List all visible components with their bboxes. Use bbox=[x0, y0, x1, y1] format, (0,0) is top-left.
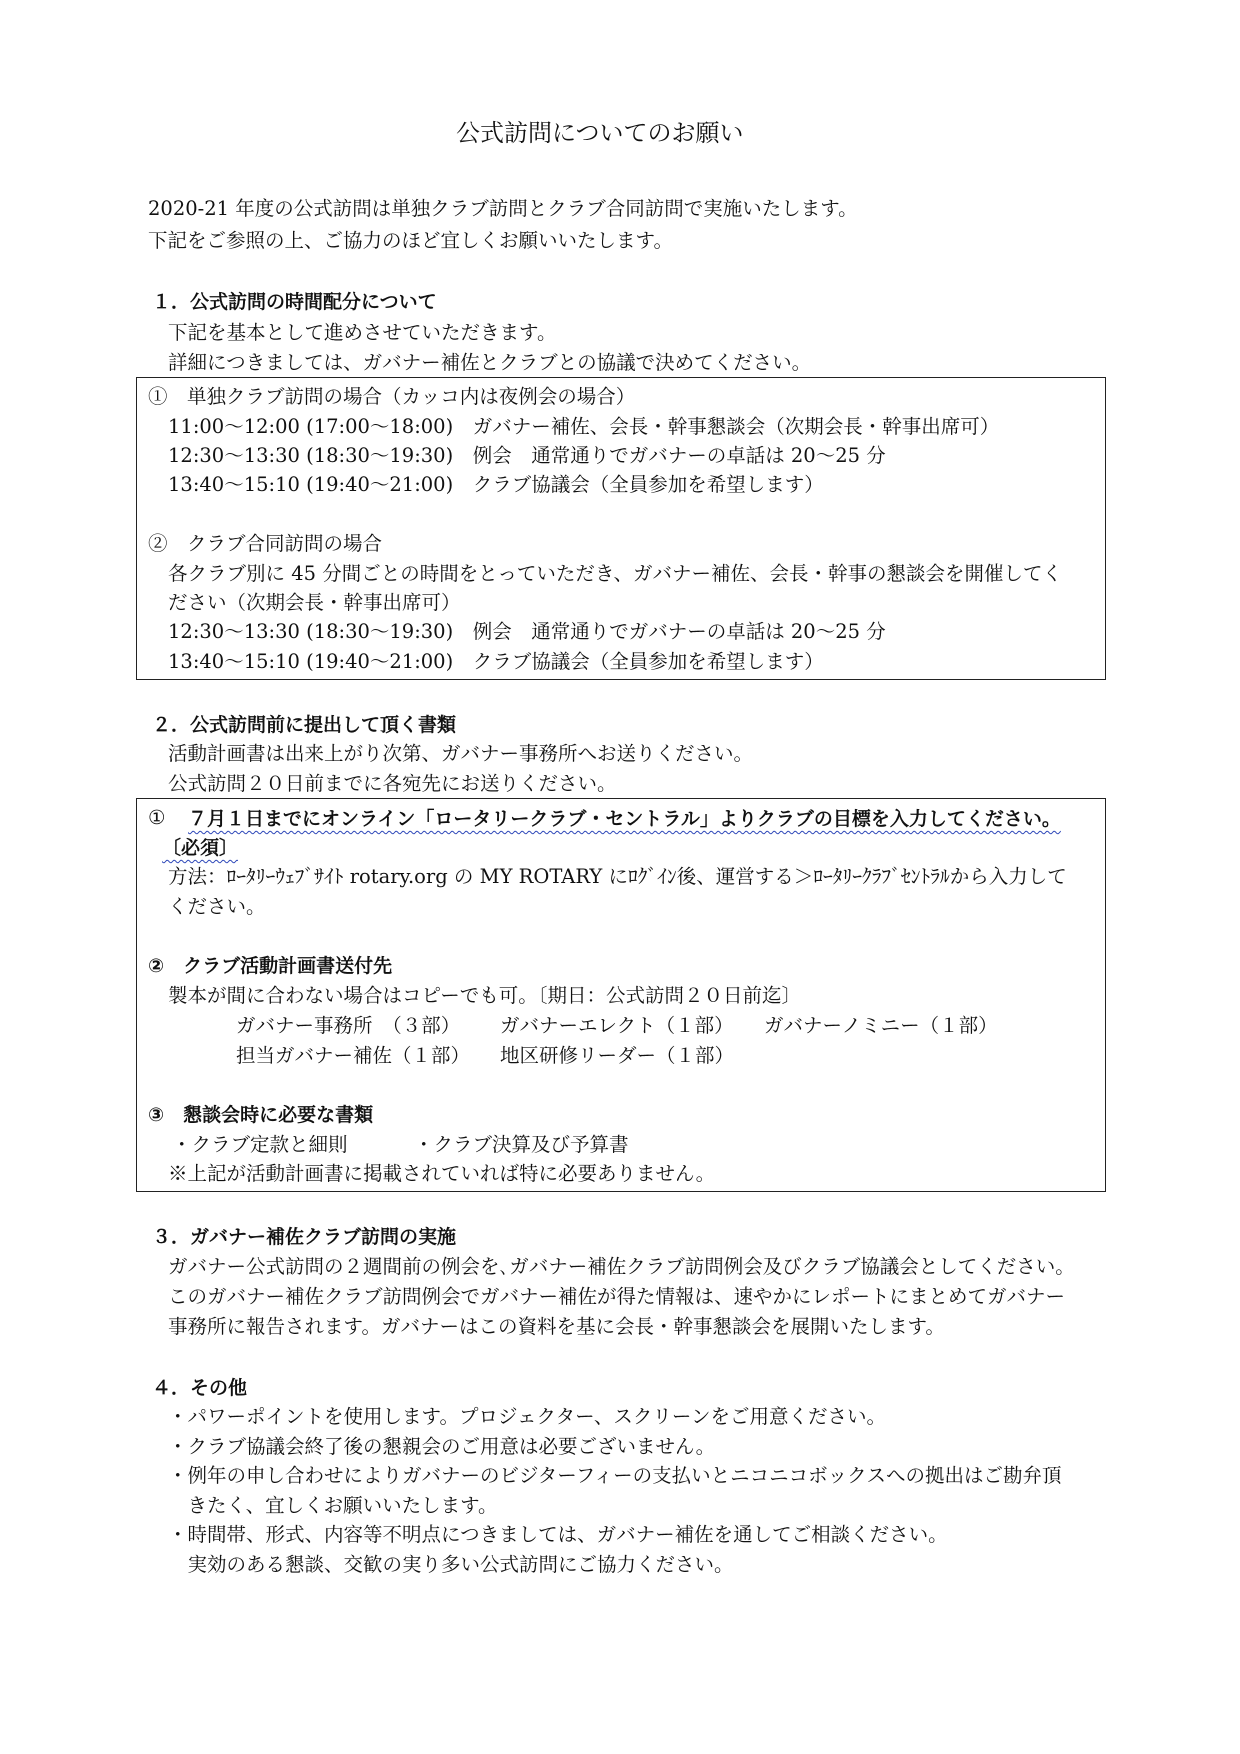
destination-governor-elect: ガバナーエレクト（１部） bbox=[500, 1014, 734, 1037]
section4-line-1: ・パワーポイントを使用します。プロジェクター、スクリーンをご用意ください。 bbox=[168, 1405, 886, 1428]
item2-note: 製本が間に合わない場合はコピーでも可。〔期日：公式訪問２０日前迄〕 bbox=[168, 984, 801, 1007]
single-visit-row-3: 13:40～15:10 (19:40～21:00) クラブ協議会（全員参加を希望します） bbox=[168, 473, 824, 496]
section1-line-1: 下記を基本として進めさせていただきます。 bbox=[168, 321, 557, 344]
intro-line-2: 下記をご参照の上、ご協力のほど宜しくお願いいたします。 bbox=[148, 229, 673, 252]
section4-line-4: きたく、宜しくお願いいたします。 bbox=[168, 1494, 498, 1517]
section3-line-2: このガバナー補佐クラブ訪問例会でガバナー補佐が得た情報は、速やかにレポートにまとめてガバナー bbox=[168, 1285, 1066, 1308]
item1-text: ７月１日までにオンライン「ロータリークラブ・セントラル」よりクラブの目標を入力してください。 bbox=[188, 808, 1061, 830]
item2-heading: ② クラブ活動計画書送付先 bbox=[148, 955, 393, 977]
destination-governor-office: ガバナー事務所 （３部） bbox=[236, 1014, 461, 1037]
section3-heading: ３．ガバナー補佐クラブ訪問の実施 bbox=[152, 1226, 457, 1248]
section4-heading: ４．その他 bbox=[152, 1377, 248, 1399]
section4-line-6: 実効のある懇談、交歓の実り多い公式訪問にご協力ください。 bbox=[168, 1553, 734, 1576]
section1-heading: １．公式訪問の時間配分について bbox=[152, 291, 437, 313]
section2-line-1: 活動計画書は出来上がり次第、ガバナー事務所へお送りください。 bbox=[168, 742, 754, 765]
section4-line-3: ・例年の申し合わせによりガバナーのビジターフィーの支払いとニコニコボックスへの拠出はご勘弁頂 bbox=[168, 1464, 1062, 1487]
joint-visit-heading: ② クラブ合同訪問の場合 bbox=[148, 532, 383, 555]
item1-number: ① bbox=[148, 806, 166, 829]
item3-doc-bylaws: ・クラブ定款と細則 bbox=[172, 1133, 348, 1156]
section4-line-5: ・時間帯、形式、内容等不明点につきましては、ガバナー補佐を通してご相談ください。 bbox=[168, 1523, 948, 1546]
intro-line-1: 2020-21 年度の公式訪問は単独クラブ訪問とクラブ合同訪問で実施いたします。 bbox=[148, 197, 858, 220]
single-visit-row-1: 11:00～12:00 (17:00～18:00) ガバナー補佐、会長・幹事懇談会（次期会長・幹事出席可） bbox=[168, 415, 1000, 438]
section1-line-2: 詳細につきましては、ガバナー補佐とクラブとの協議で決めてください。 bbox=[168, 351, 812, 374]
section2-line-2: 公式訪問２０日前までに各宛先にお送りください。 bbox=[168, 772, 617, 795]
destination-training-leader: 地区研修リーダー（１部） bbox=[500, 1044, 735, 1067]
destination-assistant-governor: 担当ガバナー補佐（１部） bbox=[236, 1044, 471, 1067]
section4-line-2: ・クラブ協議会終了後の懇親会のご用意は必要ございません。 bbox=[168, 1435, 716, 1458]
destination-governor-nominee: ガバナーノミニー（１部） bbox=[764, 1014, 998, 1037]
item3-heading: ③ 懇談会時に必要な書類 bbox=[148, 1104, 374, 1126]
item3-note: ※上記が活動計画書に掲載されていれば特に必要ありません。 bbox=[168, 1162, 716, 1185]
joint-visit-desc-2: ださい（次期会長・幹事出席可） bbox=[168, 591, 461, 614]
joint-visit-desc-1: 各クラブ別に 45 分間ごとの時間をとっていただき、ガバナー補佐、会長・幹事の懇談会を開催してく bbox=[168, 562, 1063, 585]
item1-required: 〔必須〕 bbox=[162, 837, 239, 859]
joint-visit-row-2: 13:40～15:10 (19:40～21:00) クラブ協議会（全員参加を希望します） bbox=[168, 650, 824, 673]
single-visit-row-2: 12:30～13:30 (18:30～19:30) 例会 通常通りでガバナーの卓話は 20～25 分 bbox=[168, 444, 886, 467]
item1-method-2: ください。 bbox=[168, 895, 266, 918]
section3-line-3: 事務所に報告されます。ガバナーはこの資料を基に会長・幹事懇談会を展開いたします。 bbox=[168, 1315, 945, 1338]
section3-line-1: ガバナー公式訪問の２週間前の例会を､ガバナー補佐クラブ訪問例会及びクラブ協議会としてください。 bbox=[168, 1255, 1075, 1278]
page-title: 公式訪問についてのお願い bbox=[456, 119, 744, 147]
item3-doc-budget: ・クラブ決算及び予算書 bbox=[414, 1133, 629, 1156]
section2-heading: ２．公式訪問前に提出して頂く書類 bbox=[152, 714, 457, 736]
item1-method-1: 方法：ﾛｰﾀﾘｰｳｪﾌﾞｻｲﾄ rotary.org の MY ROTARY にﾛｸﾞｲﾝ後、運営する＞ﾛｰﾀﾘｰｸﾗﾌﾞｾﾝﾄﾗﾙから入力して bbox=[168, 865, 1067, 888]
joint-visit-row-1: 12:30～13:30 (18:30～19:30) 例会 通常通りでガバナーの卓話は 20～25 分 bbox=[168, 620, 886, 643]
single-visit-heading: ① 単独クラブ訪問の場合（カッコ内は夜例会の場合） bbox=[148, 385, 636, 408]
